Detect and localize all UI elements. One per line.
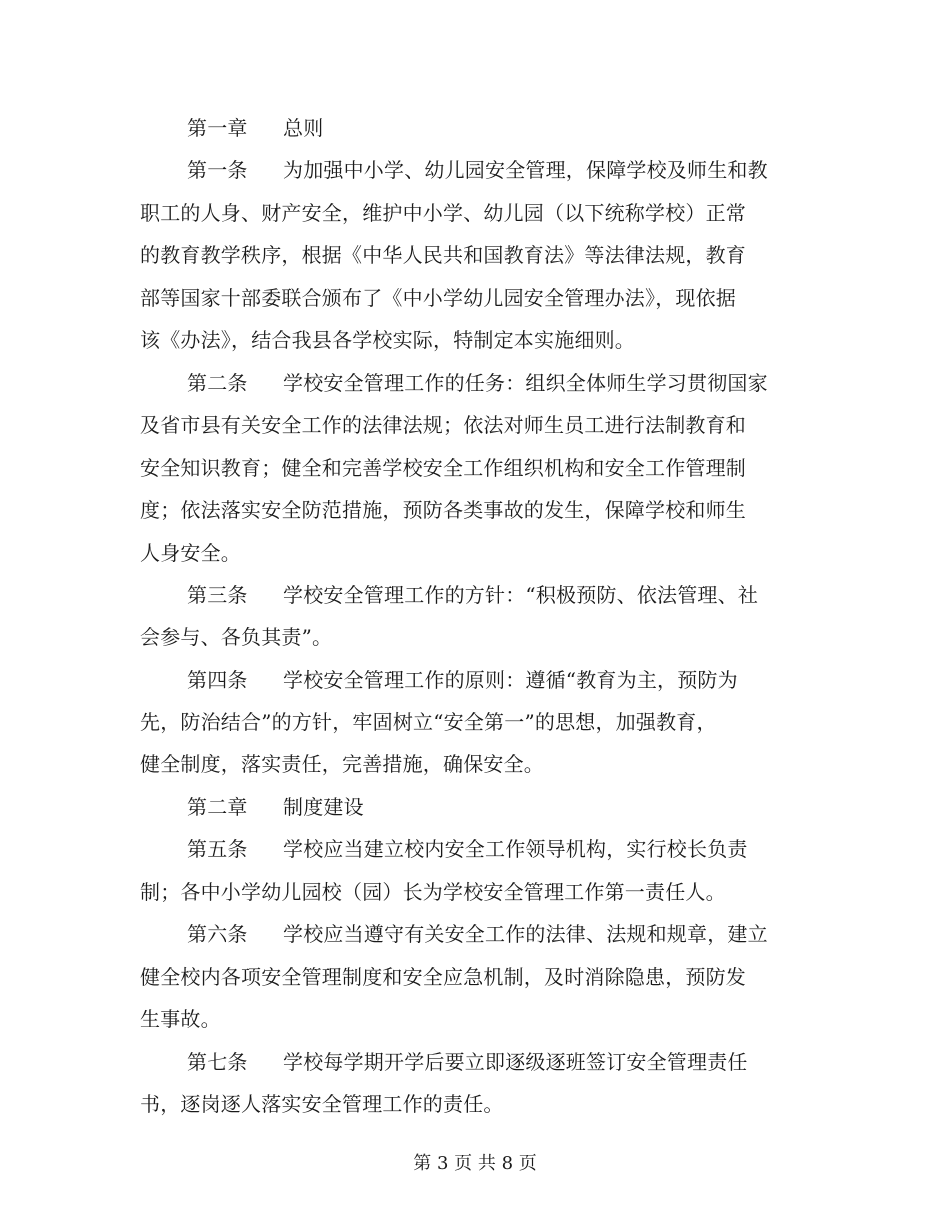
article-label: 第四条	[187, 668, 248, 692]
chapter-title: 总则	[283, 116, 324, 140]
chapter-heading	[187, 115, 323, 141]
article-line: 健全校内各项安全管理制度和安全应急机制，及时消除隐患，预防发	[140, 965, 746, 989]
article-line	[187, 157, 768, 183]
article-line: 制；各中小学幼儿园校（园）长为学校安全管理工作第一责任人。	[140, 880, 726, 904]
article-line: 先，防治结合”的方针，牢固树立“安全第一”的思想，加强教育，	[140, 710, 717, 734]
article-line: 部等国家十部委联合颁布了《中小学幼儿园安全管理办法》，现依据	[140, 286, 736, 310]
article-label: 第三条	[187, 583, 248, 607]
article-line: 度；依法落实安全防范措施，预防各类事故的发生，保障学校和师生	[140, 498, 746, 522]
article-line	[187, 836, 748, 862]
article-line: 人身安全。	[140, 541, 241, 565]
article-line: 书，逐岗逐人落实安全管理工作的责任。	[140, 1092, 504, 1116]
article-line	[187, 582, 758, 608]
article-line	[187, 370, 768, 396]
article-line: 健全制度，落实责任，完善措施，确保安全。	[140, 752, 544, 776]
article-text: 学校应当建立校内安全工作领导机构，实行校长负责	[283, 837, 748, 861]
chapter-title: 制度建设	[283, 795, 364, 819]
article-label: 第二条	[187, 371, 248, 395]
article-text: 学校安全管理工作的方针：“积极预防、依法管理、社	[283, 583, 759, 607]
chapter-label: 第二章	[187, 795, 248, 819]
article-text: 学校安全管理工作的任务：组织全体师生学习贯彻国家	[283, 371, 768, 395]
page-number-footer: 第 3 页 共 8 页	[413, 1153, 537, 1174]
article-line: 该《办法》，结合我县各学校实际，特制定本实施细则。	[140, 328, 635, 352]
article-label: 第七条	[187, 1050, 248, 1074]
article-line: 会参与、各负其责”。	[140, 625, 333, 649]
article-line	[187, 1049, 748, 1075]
article-text: 为加强中小学、幼儿园安全管理，保障学校及师生和教	[283, 158, 768, 182]
chapter-heading	[187, 794, 364, 820]
article-text: 学校应当遵守有关安全工作的法律、法规和规章，建立	[283, 922, 768, 946]
article-line	[187, 667, 738, 693]
article-text: 学校安全管理工作的原则：遵循“教育为主，预防为	[283, 668, 738, 692]
article-line: 及省市县有关安全工作的法律法规；依法对师生员工进行法制教育和	[140, 413, 746, 437]
article-line: 生事故。	[140, 1007, 221, 1031]
article-label: 第五条	[187, 837, 248, 861]
article-line	[187, 921, 768, 947]
article-line: 职工的人身、财产安全，维护中小学、幼儿园（以下统称学校）正常	[140, 201, 746, 225]
article-text: 学校每学期开学后要立即逐级逐班签订安全管理责任	[283, 1050, 748, 1074]
article-line: 安全知识教育；健全和完善学校安全工作组织机构和安全工作管理制	[140, 456, 746, 480]
chapter-label: 第一章	[187, 116, 248, 140]
article-label: 第一条	[187, 158, 248, 182]
article-line: 的教育教学秩序，根据《中华人民共和国教育法》等法律法规，教育	[140, 243, 746, 267]
article-label: 第六条	[187, 922, 248, 946]
